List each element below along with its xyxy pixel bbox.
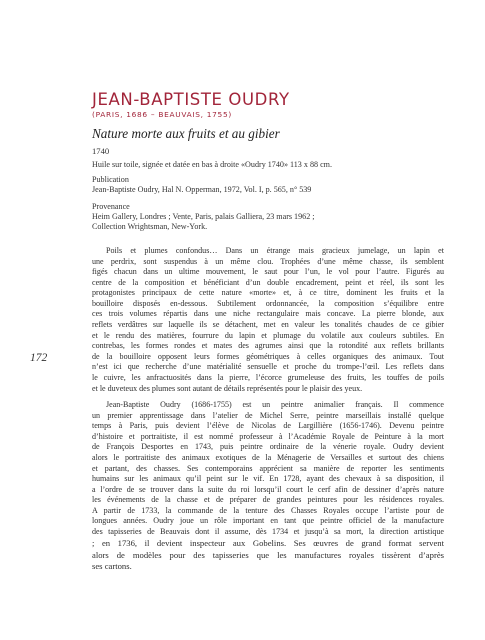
text-line: d’histoire et portraitiste, il est nommé professeur à l’Académie Royale de Peinture à la mort — [92, 431, 444, 441]
publication-line: Jean-Baptiste Oudry, Hal N. Opperman, 1972, Vol. I, p. 565, n° 539 — [92, 185, 312, 195]
text-line: Jean-Baptiste Oudry (1686-1755) est un peintre animalier français. Il commence — [106, 400, 444, 410]
text-line: ; en 1736, il devient inspecteur aux Gobelins. Ses œuvres de grand format servent — [92, 537, 444, 548]
text-line: et partant, des chasses. Ses contemporains apprécient sa manière de reporter les sentiments — [92, 463, 444, 473]
text-line: alors de modèles pour des tapisseries que les manufactures royales tissèrent d’après — [92, 549, 444, 560]
body-text — [92, 246, 444, 579]
artist-name: JEAN-BAPTISTE OUDRY — [92, 90, 290, 109]
provenance-line: Collection Wrightsman, New-York. — [92, 222, 208, 232]
text-line: le cuivre, les anfractuosités dans la pierre, l’écorce grumeleuse des fruits, les touffes de poils — [92, 372, 444, 382]
paragraph-description — [92, 246, 444, 394]
text-line: un premier apprentissage dans l’atelier de Michel Serre, peintre marseillais installé quelque — [92, 410, 444, 420]
publication-block — [92, 175, 311, 195]
page-number: 172 — [30, 352, 48, 364]
text-line: les événements de la chasse et de préparer de grandes peintures pour les résidences royales. — [92, 495, 444, 505]
text-line: reflets verdâtres sur laquelle ils se détachent, met en valeur les tonalités chaudes de ce gibier — [92, 320, 444, 330]
artwork-technique: Huile sur toile, signée et datée en bas à droite «Oudry 1740» 113 x 88 cm. — [92, 160, 332, 169]
text-line: alors le portraitiste des animaux exotiques de la Ménagerie de Versailles et surtout des chiens — [92, 452, 444, 462]
text-line: Poils et plumes confondus… Dans un étrange mais gracieux jumelage, un lapin et — [106, 246, 444, 255]
text-line: bouilloire disposés en-dessous. Subtilement ordonnancée, la composition s’équilibre entre — [92, 298, 444, 308]
artist-dates: (PARIS, 1686 – BEAUVAIS, 1755) — [92, 110, 232, 119]
text-line: n’est ici que recherche d’une matérialité sensuelle et proche du trompe-l’œil. Les reflets dans — [92, 362, 444, 372]
provenance-heading: Provenance — [92, 202, 130, 211]
artwork-title: Nature morte aux fruits et au gibier — [92, 126, 280, 141]
paragraph-biography — [92, 400, 444, 573]
text-line: ces trois volumes répartis dans une niche rectangulaire mais concave. La pierre blonde, aux — [92, 309, 444, 319]
publication-heading: Publication — [92, 175, 129, 184]
text-line: ses cartons. — [92, 561, 132, 572]
text-line: temps à Paris, puis devient l’élève de Nicolas de Largillière (1656-1746). Devenu peintre — [92, 421, 444, 431]
provenance-line: Heim Gallery, Londres ; Vente, Paris, palais Galliera, 23 mars 1962 ; — [92, 212, 315, 222]
text-line: A partir de 1733, la commande de la tenture des Chasses Royales occupe l’artiste pour de — [92, 505, 444, 515]
text-line: humains sur les animaux qu’il peint sur le vif. En 1728, ayant des chevaux à sa disposition, il — [92, 474, 444, 484]
text-line: et le rendu des matières, fourrure du lapin et plumage du volatile aux couleurs subtiles. En — [92, 330, 444, 340]
text-line: centre de la composition et bénéficiant d’un double encadrement, peint et réel, ils sont les — [92, 277, 444, 287]
provenance-block — [92, 202, 315, 233]
text-line: une perdrix, sont suspendus à un même clou. Trophées d’une même chasse, ils semblent — [92, 256, 444, 266]
text-line: contrebas, les formes rondes et mates des agrumes ainsi que la rotondité aux reflets brillants — [92, 341, 444, 351]
text-line: longues années. Oudry joue un rôle important en tant que peintre officiel de la manufacture — [92, 516, 444, 526]
text-line: de la bouilloire opposent leurs formes géométriques à celles organiques des animaux. Tout — [92, 351, 444, 361]
text-line: de François Desportes en 1743, puis peintre ordinaire de la vénerie royale. Oudry devient — [92, 442, 444, 452]
text-line: a l’ordre de se trouver dans la suite du roi lorsqu’il court le cerf afin de dessiner d’après nature — [92, 484, 444, 494]
artwork-year: 1740 — [92, 146, 110, 156]
text-line: figés chacun dans un ultime mouvement, le saut pour l’un, le vol pour l’autre. Figurés au — [92, 267, 444, 277]
text-line: protagonistes principaux de cette nature «morte» et, à ce titre, dominent les fruits et la — [92, 288, 444, 298]
text-line: des tapisseries de Beauvais dont il assume, dès 1734 et jusqu’à sa mort, la direction artistique — [92, 527, 444, 537]
text-line: et le duveteux des plumes sont autant de détails représentés pour le plaisir des yeux. — [92, 383, 363, 393]
